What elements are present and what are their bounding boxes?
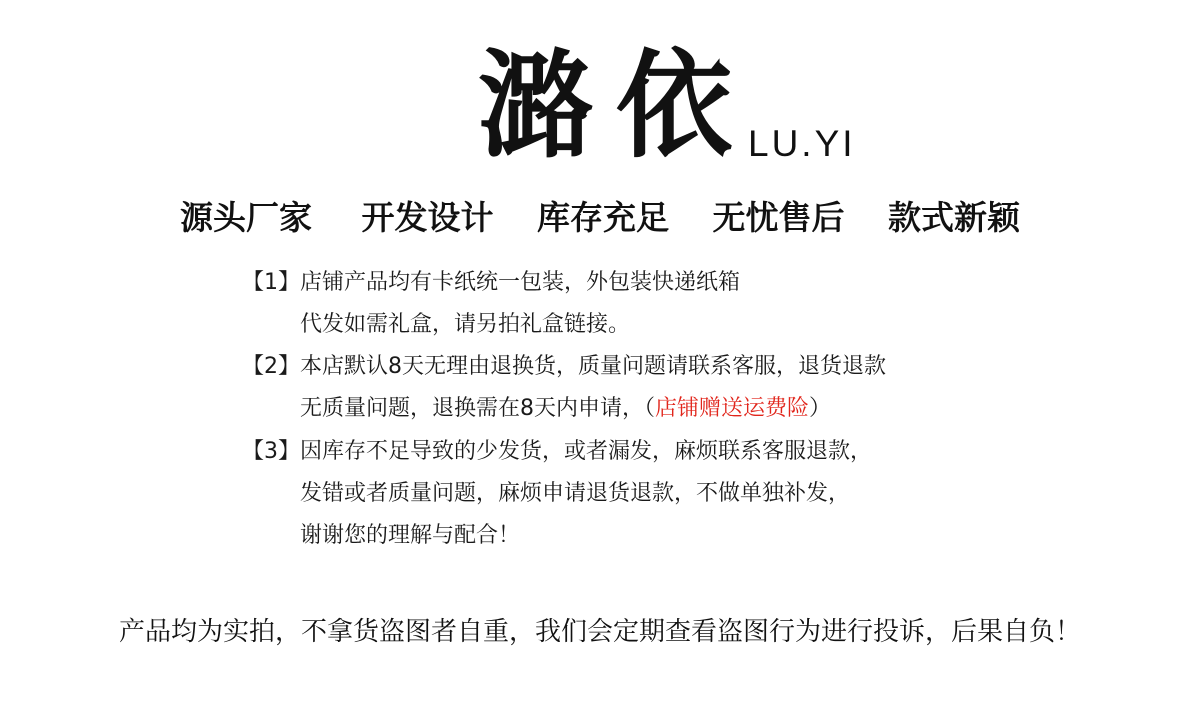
note-1-line-1: 【1】店铺产品均有卡纸统一包装，外包装快递纸箱 xyxy=(242,270,740,295)
note-2-line-2 xyxy=(300,394,831,424)
note-3-line-1: 【3】因库存不足导致的少发货，或者漏发，麻烦联系客服退款， xyxy=(242,439,872,464)
note-2-line-1: 【2】本店默认8天无理由退换货，质量问题请联系客服，退货退款 xyxy=(242,354,886,379)
note-3-line-2: 发错或者质量问题，麻烦申请退货退款，不做单独补发， xyxy=(300,481,851,506)
footer-warning: 产品均为实拍，不拿货盗图者自重，我们会定期查看盗图行为进行投诉，后果自负！ xyxy=(118,617,1081,647)
note-2-line-2-text: 无质量问题，退换需在8天内申请，（ xyxy=(300,396,655,421)
tagline-item: 无忧售后 xyxy=(712,198,845,237)
note-2-line-2-end: ） xyxy=(809,396,832,421)
note-1-line-2: 代发如需礼盒，请另拍礼盒链接。 xyxy=(300,312,631,337)
brand-logo-chinese: 潞依 xyxy=(478,39,754,174)
note-3-line-3: 谢谢您的理解与配合！ xyxy=(300,523,521,548)
tagline-item: 款式新颖 xyxy=(888,198,1020,237)
shipping-insurance-highlight: 店铺赠送运费险 xyxy=(655,396,810,421)
brand-logo-english: LU.YI xyxy=(748,123,856,164)
tagline xyxy=(0,196,1200,240)
tagline-item: 源头厂家 xyxy=(180,198,312,237)
tagline-item: 开发设计 xyxy=(361,198,494,237)
tagline-item: 库存充足 xyxy=(537,198,669,237)
